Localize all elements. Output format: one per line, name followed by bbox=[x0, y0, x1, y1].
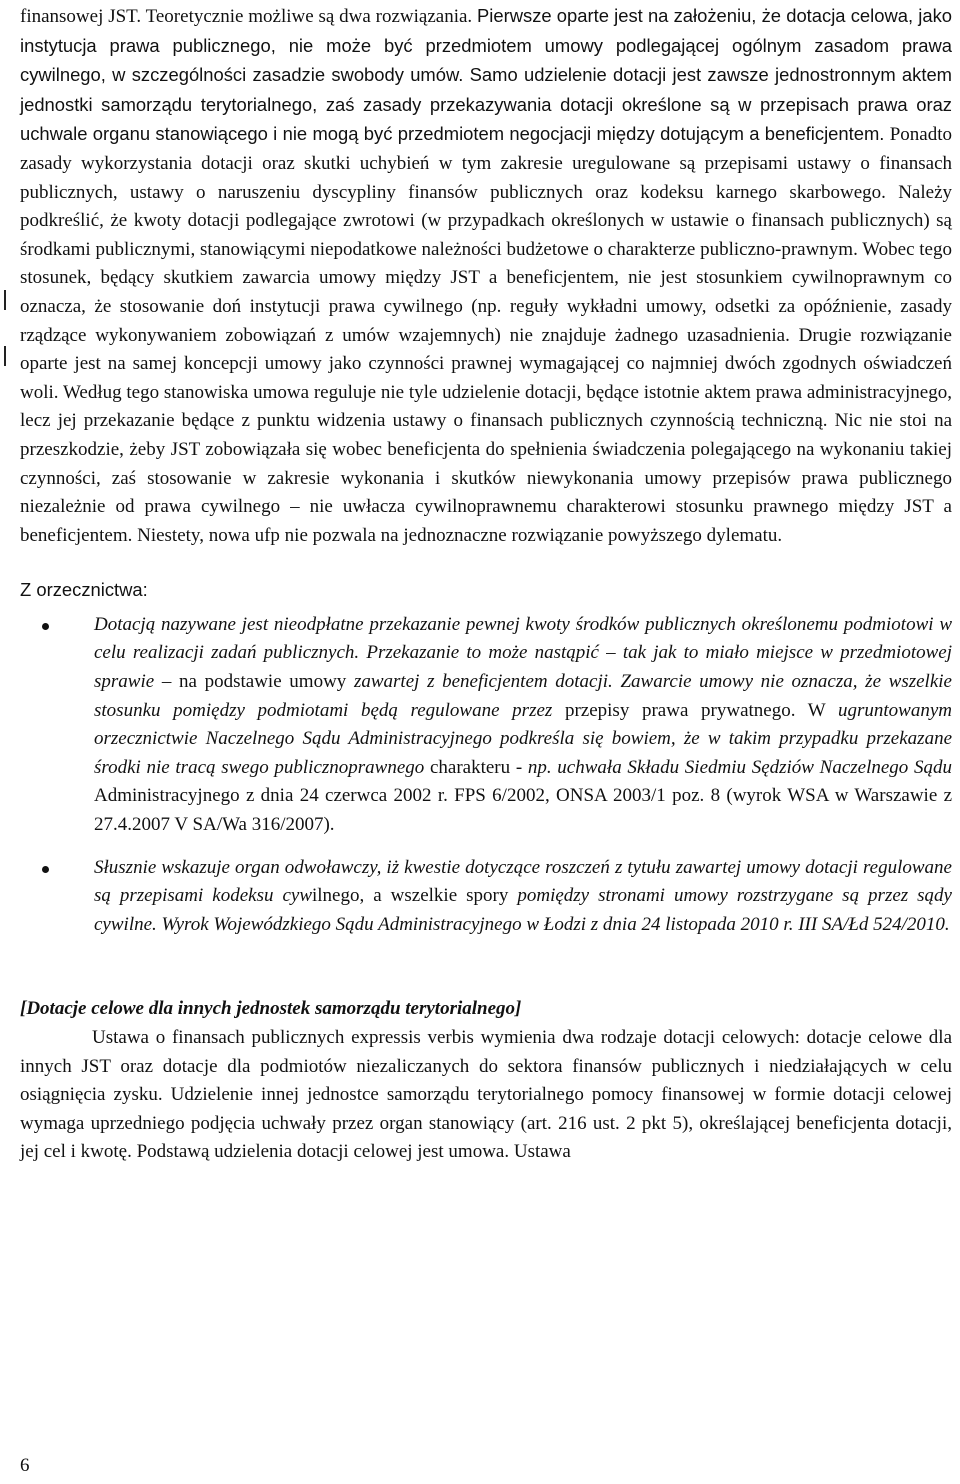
revision-marker bbox=[4, 346, 6, 366]
caselaw-item bbox=[20, 611, 952, 840]
caselaw-list bbox=[20, 611, 952, 940]
section-heading: [Dotacje celowe dla innych jednostek samorządu terytorialnego] bbox=[20, 998, 522, 1020]
ruling-text: Słusznie wskazuje organ odwoławczy, iż kwestie dotyczące roszczeń z tytułu zawartej umowy dotacji regulowane są przepisami kodeksu cyw bbox=[94, 856, 952, 907]
ruling-text: Dotacją nazywane jest nieodpłatne przekazanie pewnej kwoty środków publicznych określonemu podmiotowi w celu realizacji zadań publicznych. Przekazanie to może nastąpić – tak jak to miało miejsce w przedmiotowej sprawie – bbox=[94, 613, 952, 693]
ruling-citation: Administracyjnego z dnia 24 czerwca 2002 r. FPS 6/2002, ONSA 2003/1 poz. 8 (wyrok WSA w Warszawie z 27.4.2007 V SA/Wa 316/2007). bbox=[94, 785, 952, 836]
main-paragraph-part-3: Ponadto zasady wykorzystania dotacji oraz skutki uchybień w tym zakresie uregulowane są przepisami ustawy o finansach publicznych, ustawy o naruszeniu dyscypliny finansów publicznych oraz kodeksu karnego skarbowego. Należy podkreślić, że kwoty dotacji podlegające zwrotowi (w przypadkach określonych w ustawie o finansach publicznych) są środkami publicznymi, stanowiącymi niepodatkowe należności budżetowe o charakterze publiczno-prawnym. Wobec tego stosunek, będący skutkiem zawarcia umowy między JST a beneficjentem, nie jest stosunkiem cywilnoprawnym co oznacza, że stosowanie doń instytucji prawa cywilnego (np. reguły wykładni umowy, odsetki za opóźnienie, zasady rządzące wykonywaniem zobowiązań z umów wzajemnych) nie znajduje żadnego uzasadnienia. Drugie rozwiązanie oparte jest na samej koncepcji umowy jako czynności prawnej wymagającej co najmniej dwóch zgodnych oświadczeń woli. Według tego stanowiska umowa reguluje nie tyle udzielenie dotacji, będące istotnie aktem prawa administracyjnego, lecz jej przekazanie będące z punktu widzenia ustawy o finansach publicznych czynnością techniczną. Nic nie stoi na przeszkodzie, żeby JST zobowiązała się wobec beneficjenta do spełnienia świadczenia polegającego na wykonaniu takiej czynności, zaś stosowanie w zakresie wykonania i skutków niewykonania umowy przepisów prawa publicznego niezależnie od prawa cywilnego – nie uwłacza cywilnoprawnemu charakterowi stosunku prawnego między JST a beneficjentem. Niestety, nowa ufp nie pozwala na jednoznaczne rozwiązanie powyższego dylematu. bbox=[20, 124, 952, 546]
bullet-icon bbox=[42, 866, 49, 873]
caselaw-heading: Z orzecznictwa: bbox=[20, 579, 148, 601]
ruling-text: charakteru - bbox=[429, 756, 528, 778]
ruling-text: np. uchwała Składu Siedmiu Sędziów Naczelnego Sądu bbox=[527, 756, 953, 778]
ruling-text: pomiędzy stronami umowy rozstrzygane są przez sądy cywilne. Wyrok Wojewódzkiego Sądu Administracyjnego w Łodzi z dnia 24 listopada 2010 r. III SA/Łd 524/2010. bbox=[94, 885, 952, 935]
ruling-text: ugruntowanym orzecznictwie Naczelnego Sądu Administracyjnego podkreśla się bowiem, że w takim przypadku przekazane środki nie tracą swego publicznoprawnego bbox=[94, 699, 952, 778]
ruling-text: zawartej z beneficjentem dotacji. Zawarcie umowy nie oznacza, że wszelkie stosunku pomiędzy podmiotami będą regulowane przez bbox=[94, 671, 952, 721]
main-paragraph bbox=[20, 2, 952, 550]
page-number: 6 bbox=[20, 1455, 30, 1476]
revision-marker bbox=[4, 290, 6, 310]
ruling-text: przepisy prawa prywatnego. W bbox=[564, 699, 838, 721]
bullet-icon bbox=[42, 623, 49, 630]
ruling-text: ilnego, a wszelkie spory bbox=[312, 885, 518, 907]
caselaw-item bbox=[20, 854, 952, 940]
main-paragraph-part-2: Pierwsze oparte jest na założeniu, że dotacja celowa, jako instytucja prawa publicznego, nie może być przedmiotem umowy podlegającej ogólnym zasadom prawa cywilnego, w szczególności zasadzie swobody umów. Samo udzielenie dotacji jest zawsze jednostronnym aktem jednostki samorządu terytorialnego, zaś zasady przekazywania dotacji określone są w przepisach prawa oraz uchwale organu stanowiącego i nie mogą być przedmiotem negocjacji między dotującym a beneficjentem. bbox=[20, 5, 952, 145]
ruling-text: na podstawie umowy bbox=[179, 671, 354, 693]
main-paragraph-part-1: finansowej JST. Teoretycznie możliwe są dwa rozwiązania. bbox=[20, 6, 478, 27]
section-paragraph: Ustawa o finansach publicznych expressis verbis wymienia dwa rodzaje dotacji celowych: dotacje celowe dla innych JST oraz dotacje dla podmiotów niezaliczanych do sektora finansów publicznych i niedziałających w celu osiągnięcia zysku. Udzielenie innej jednostce samorządu terytorialnego pomocy finansowej w formie dotacji celowej wymaga uprzedniego podjęcia uchwały przez organ stanowiący (art. 216 ust. 2 pkt 5), określającej beneficjenta dotacji, jej cel i kwotę. Podstawą udzielenia dotacji celowej jest umowa. Ustawa bbox=[20, 1027, 952, 1163]
